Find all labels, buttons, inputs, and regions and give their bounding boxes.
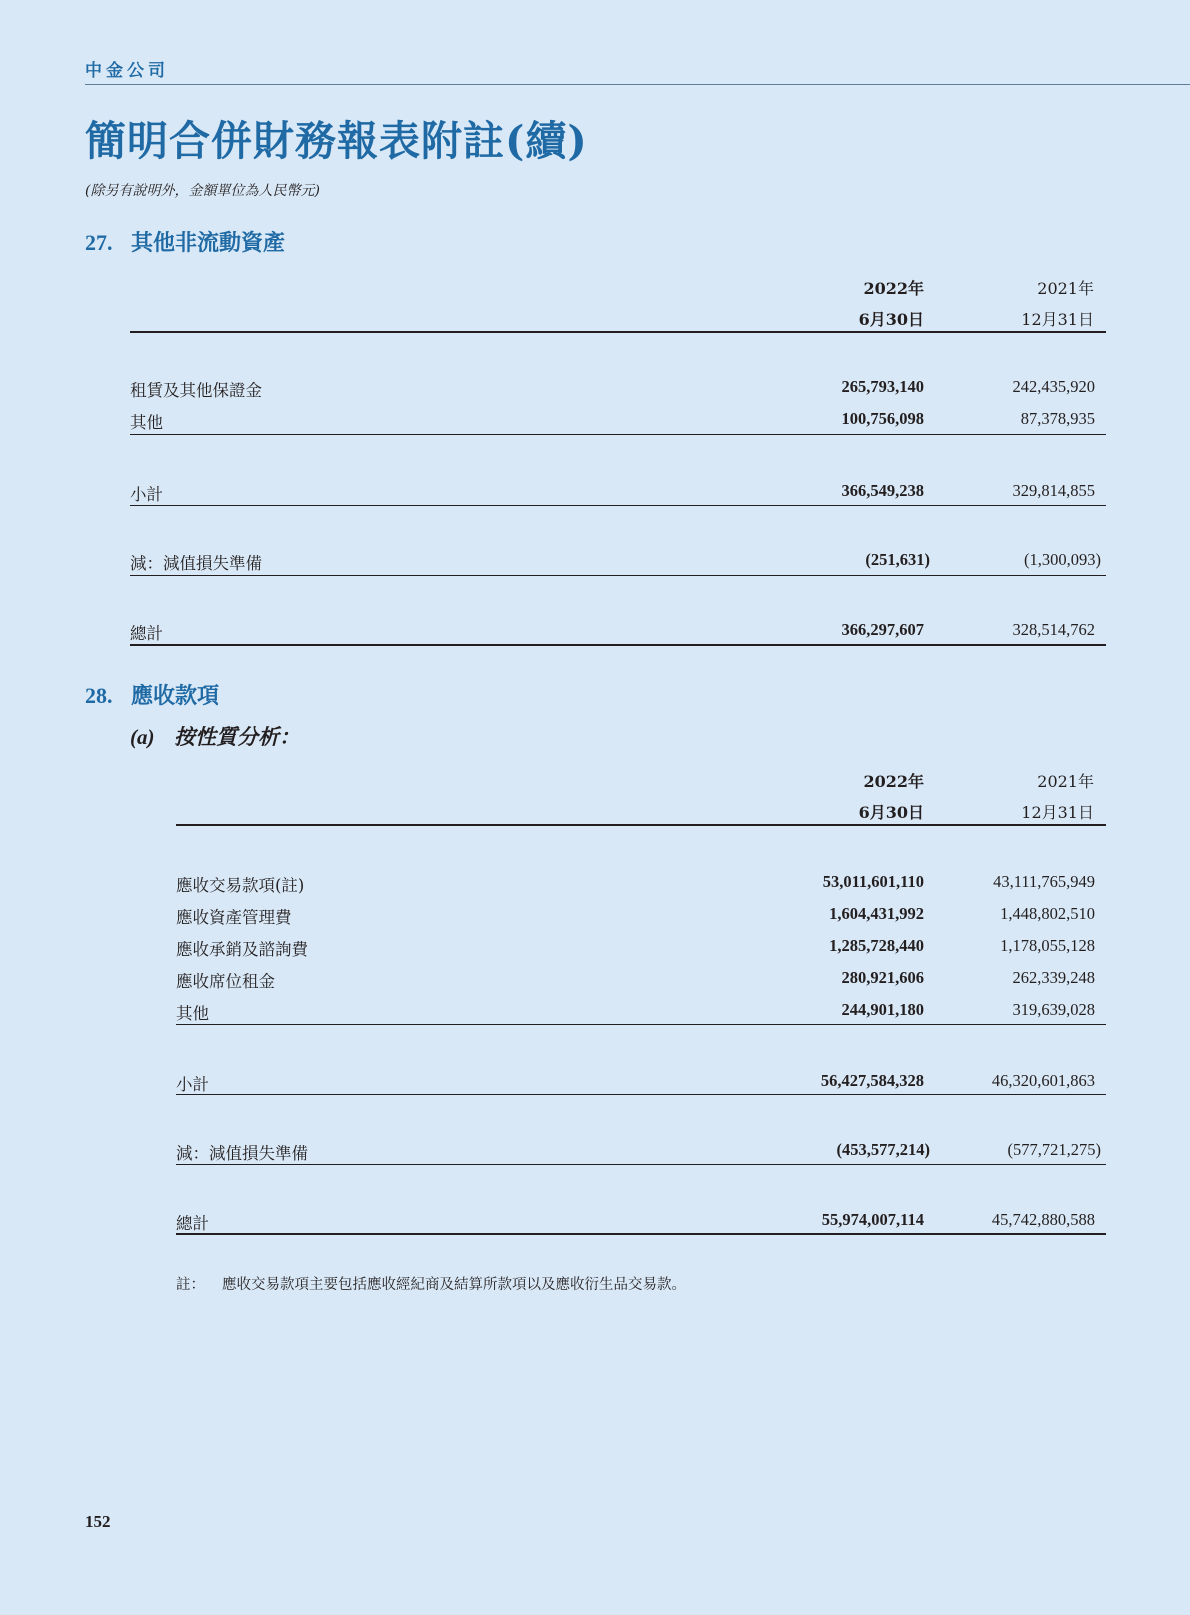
impairment-label: 減：減值損失準備 [176, 1144, 308, 1163]
s28-col-current-date: 6月30日 [858, 803, 924, 822]
row-label: 應收承銷及諮詢費 [176, 940, 308, 959]
unit-note: (除另有說明外，金額單位為人民幣元) [85, 183, 320, 199]
s28-rows-rule [176, 1024, 1106, 1025]
impairment-row [130, 550, 1106, 572]
section-28-title: 應收款項 [131, 683, 220, 709]
impairment-current-value: (251,631) [865, 550, 930, 569]
s27-col-current-date: 6月30日 [858, 310, 924, 329]
s27-col-current-year: 2022年 [863, 279, 924, 298]
table-row [176, 968, 1106, 990]
s27-col-prior-date: 12月31日 [1021, 310, 1094, 329]
row-current-value: 53,011,601,110 [822, 872, 924, 891]
s27-total-rule [130, 644, 1106, 646]
table-row [130, 409, 1106, 431]
row-current-value: 244,901,180 [841, 1000, 924, 1019]
row-prior-value: 1,448,802,510 [1000, 904, 1095, 923]
s28-total-rule [176, 1233, 1106, 1235]
s27-header-rule [130, 331, 1106, 333]
footnote-text: 應收交易款項主要包括應收經紀商及結算所款項以及應收衍生品交易款。 [222, 1277, 686, 1293]
section-28a-title: 按性質分析： [174, 724, 300, 749]
s28-col-current-year: 2022年 [863, 772, 924, 791]
row-label: 其他 [130, 413, 163, 432]
impairment-label: 減：減值損失準備 [130, 554, 262, 573]
row-label: 應收交易款項(註) [176, 876, 305, 895]
row-current-value: 1,285,728,440 [829, 936, 924, 955]
header-divider [85, 84, 1190, 85]
row-prior-value: 87,378,935 [1020, 409, 1095, 428]
s28-col-prior-date: 12月31日 [1021, 803, 1094, 822]
s28-header-rule [176, 824, 1106, 826]
s27-rows-rule [130, 434, 1106, 435]
s27-subtotal-rule [130, 505, 1106, 506]
total-prior-value: 45,742,880,588 [991, 1210, 1095, 1229]
company-name: 中金公司 [85, 61, 169, 81]
table-row [176, 904, 1106, 926]
total-current-value: 366,297,607 [841, 620, 924, 639]
impairment-row [176, 1140, 1106, 1162]
row-prior-value: 319,639,028 [1012, 1000, 1095, 1019]
s27-impairment-rule [130, 575, 1106, 576]
subtotal-label: 小計 [130, 485, 163, 504]
table-row [176, 1000, 1106, 1022]
row-prior-value: 1,178,055,128 [1000, 936, 1095, 955]
table-row [176, 936, 1106, 958]
row-label: 租賃及其他保證金 [130, 381, 262, 400]
total-row [176, 1210, 1106, 1232]
page-title: 簡明合併財務報表附註(續) [85, 117, 588, 165]
page-number: 152 [85, 1512, 111, 1531]
table-row [130, 377, 1106, 399]
total-label: 總計 [130, 624, 163, 643]
row-prior-value: 43,111,765,949 [993, 872, 1095, 891]
total-row [130, 620, 1106, 642]
row-label: 應收席位租金 [176, 972, 275, 991]
subtotal-current-value: 366,549,238 [841, 481, 924, 500]
subtotal-row [176, 1071, 1106, 1093]
section-28a-heading [130, 721, 300, 751]
subtotal-prior-value: 329,814,855 [1012, 481, 1095, 500]
impairment-prior-value: (1,300,093) [1024, 550, 1101, 569]
section-28-number: 28. [85, 683, 113, 708]
subtotal-label: 小計 [176, 1075, 209, 1094]
section-27-title: 其他非流動資產 [131, 230, 286, 256]
section-27-heading [85, 226, 285, 257]
s27-col-prior-year: 2021年 [1037, 279, 1094, 298]
row-prior-value: 242,435,920 [1012, 377, 1095, 396]
total-current-value: 55,974,007,114 [821, 1210, 924, 1229]
footnote-mark: 註： [176, 1277, 205, 1293]
total-label: 總計 [176, 1214, 209, 1233]
row-label: 應收資產管理費 [176, 908, 292, 927]
section-28-heading [85, 679, 219, 710]
row-label: 其他 [176, 1004, 209, 1023]
row-current-value: 280,921,606 [841, 968, 924, 987]
table-row [176, 872, 1106, 894]
row-current-value: 265,793,140 [841, 377, 924, 396]
s28-impairment-rule [176, 1164, 1106, 1165]
subtotal-prior-value: 46,320,601,863 [991, 1071, 1095, 1090]
row-prior-value: 262,339,248 [1012, 968, 1095, 987]
total-prior-value: 328,514,762 [1012, 620, 1095, 639]
row-current-value: 100,756,098 [841, 409, 924, 428]
row-current-value: 1,604,431,992 [829, 904, 924, 923]
footnote [176, 1273, 686, 1294]
section-27-number: 27. [85, 230, 113, 255]
s28-subtotal-rule [176, 1094, 1106, 1095]
section-28a-number: (a) [130, 725, 155, 749]
subtotal-row [130, 481, 1106, 503]
impairment-prior-value: (577,721,275) [1007, 1140, 1101, 1159]
s28-col-prior-year: 2021年 [1037, 772, 1094, 791]
impairment-current-value: (453,577,214) [836, 1140, 930, 1159]
subtotal-current-value: 56,427,584,328 [820, 1071, 924, 1090]
